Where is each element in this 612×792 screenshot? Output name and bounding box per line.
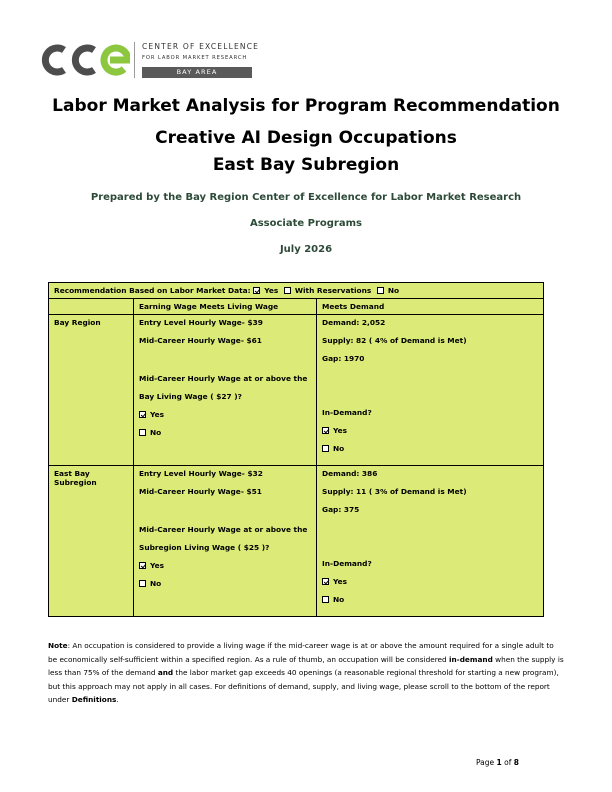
demand-value: Demand: 2,052 xyxy=(322,318,386,327)
table-row-east-bay xyxy=(49,466,544,617)
recommendation-label: Recommendation Based on Labor Market Data: xyxy=(54,286,251,295)
wage-no xyxy=(139,579,311,597)
column-header-row xyxy=(49,299,544,315)
coe-logo xyxy=(38,40,268,82)
page-of: of xyxy=(501,758,514,767)
wage-column-header: Earning Wage Meets Living Wage xyxy=(134,299,317,315)
wage-no-label: No xyxy=(150,428,162,437)
supply-value: Supply: 11 ( 3% of Demand is Met) xyxy=(322,487,467,496)
demand-yes-label: Yes xyxy=(333,577,348,586)
wage-yes-label: Yes xyxy=(150,561,165,570)
option-yes: Yes xyxy=(264,286,279,295)
unchecked-box-icon xyxy=(322,596,329,603)
logo-divider xyxy=(134,42,135,78)
page-total: 8 xyxy=(513,758,519,767)
note-text-3: the labor market gap exceeds 40 openings (a reasonable regional threshold for starting a new program), but this approach may not apply in all cases. For definitions of demand, supply, and living wage, please scroll to the bottom of the report under xyxy=(48,668,559,704)
note-paragraph xyxy=(48,639,564,707)
wage-yes xyxy=(139,561,311,579)
note-text-2: when the supply is less than 75% of the demand xyxy=(48,654,564,677)
unchecked-box-icon xyxy=(139,429,146,436)
wage-cell xyxy=(134,315,317,466)
gap-value: Gap: 1970 xyxy=(322,354,365,363)
gap-value: Gap: 375 xyxy=(322,505,360,514)
demand-column-header: Meets Demand xyxy=(317,299,544,315)
report-date: July 2026 xyxy=(279,244,333,255)
note-label: Note xyxy=(48,641,68,650)
demand-cell xyxy=(317,315,544,466)
demand-no-label: No xyxy=(333,444,345,453)
no-checkbox-icon xyxy=(377,287,384,294)
demand-yes xyxy=(322,577,538,595)
living-wage-question: Mid-Career Hourly Wage at or above the xyxy=(139,525,308,534)
prepared-by: Prepared by the Bay Region Center of Excellence for Labor Market Research xyxy=(90,192,522,203)
report-title: Labor Market Analysis for Program Recommendation xyxy=(52,96,560,116)
logo-line2: FOR LABOR MARKET RESEARCH xyxy=(142,55,248,61)
demand-yes-label: Yes xyxy=(333,426,348,435)
in-demand-question: In-Demand? xyxy=(322,408,372,417)
yes-checkbox-icon xyxy=(253,287,260,294)
unchecked-box-icon xyxy=(139,580,146,587)
option-with-reservations: With Reservations xyxy=(294,286,372,295)
wage-cell xyxy=(134,466,317,617)
checked-box-icon xyxy=(322,578,329,585)
spacer xyxy=(139,505,311,525)
demand-cell xyxy=(317,466,544,617)
coe-logo-mark-icon xyxy=(38,44,130,76)
entry-wage: Entry Level Hourly Wage- $32 xyxy=(139,469,263,478)
supply-value: Supply: 82 ( 4% of Demand is Met) xyxy=(322,336,467,345)
option-no: No xyxy=(387,286,400,295)
wage-yes-label: Yes xyxy=(150,410,165,419)
demand-yes xyxy=(322,426,538,444)
note-definitions: Definitions xyxy=(71,695,117,704)
with-reservations-checkbox-icon xyxy=(284,287,291,294)
checked-box-icon xyxy=(139,562,146,569)
table-row-bay-region xyxy=(49,315,544,466)
page-number xyxy=(476,758,519,767)
note-and: and xyxy=(157,668,174,677)
logo-region-bar: BAY AREA xyxy=(142,67,252,78)
demand-no-label: No xyxy=(333,595,345,604)
occupation-title: Creative AI Design Occupations xyxy=(155,128,457,148)
logo-line1: CENTER OF EXCELLENCE xyxy=(142,42,260,51)
note-text-1: : An occupation is considered to provide a living wage if the mid-career wage is at or above the amount required for a single adult to be economically self-sufficient within a specified region. As a rule of thumb, an occupation will be considered xyxy=(48,641,554,664)
region-name: Bay Region xyxy=(49,315,134,466)
page-prefix: Page xyxy=(476,758,497,767)
wage-no-label: No xyxy=(150,579,162,588)
wage-no xyxy=(139,428,311,446)
page-current: 1 xyxy=(496,758,502,767)
living-wage-threshold: Bay Living Wage ( $27 )? xyxy=(139,392,242,401)
program-level: Associate Programs xyxy=(249,218,362,229)
mid-wage: Mid-Career Hourly Wage- $61 xyxy=(139,336,262,345)
wage-yes xyxy=(139,410,311,428)
entry-wage: Entry Level Hourly Wage- $39 xyxy=(139,318,263,327)
living-wage-question: Mid-Career Hourly Wage at or above the xyxy=(139,374,308,383)
checked-box-icon xyxy=(139,411,146,418)
demand-no xyxy=(322,595,538,613)
unchecked-box-icon xyxy=(322,445,329,452)
living-wage-threshold: Subregion Living Wage ( $25 )? xyxy=(139,543,270,552)
region-column-header xyxy=(49,299,134,315)
recommendation-cell xyxy=(49,283,544,299)
region-name: East Bay Subregion xyxy=(49,466,134,617)
demand-no xyxy=(322,444,538,462)
note-in-demand: in-demand xyxy=(448,654,493,664)
subregion-title: East Bay Subregion xyxy=(212,155,400,175)
in-demand-question: In-Demand? xyxy=(322,559,372,568)
checked-box-icon xyxy=(322,427,329,434)
demand-value: Demand: 386 xyxy=(322,469,378,478)
recommendation-table xyxy=(48,282,544,617)
recommendation-row xyxy=(49,283,544,299)
note-end: . xyxy=(116,695,119,704)
mid-wage: Mid-Career Hourly Wage- $51 xyxy=(139,487,262,496)
spacer xyxy=(139,354,311,374)
